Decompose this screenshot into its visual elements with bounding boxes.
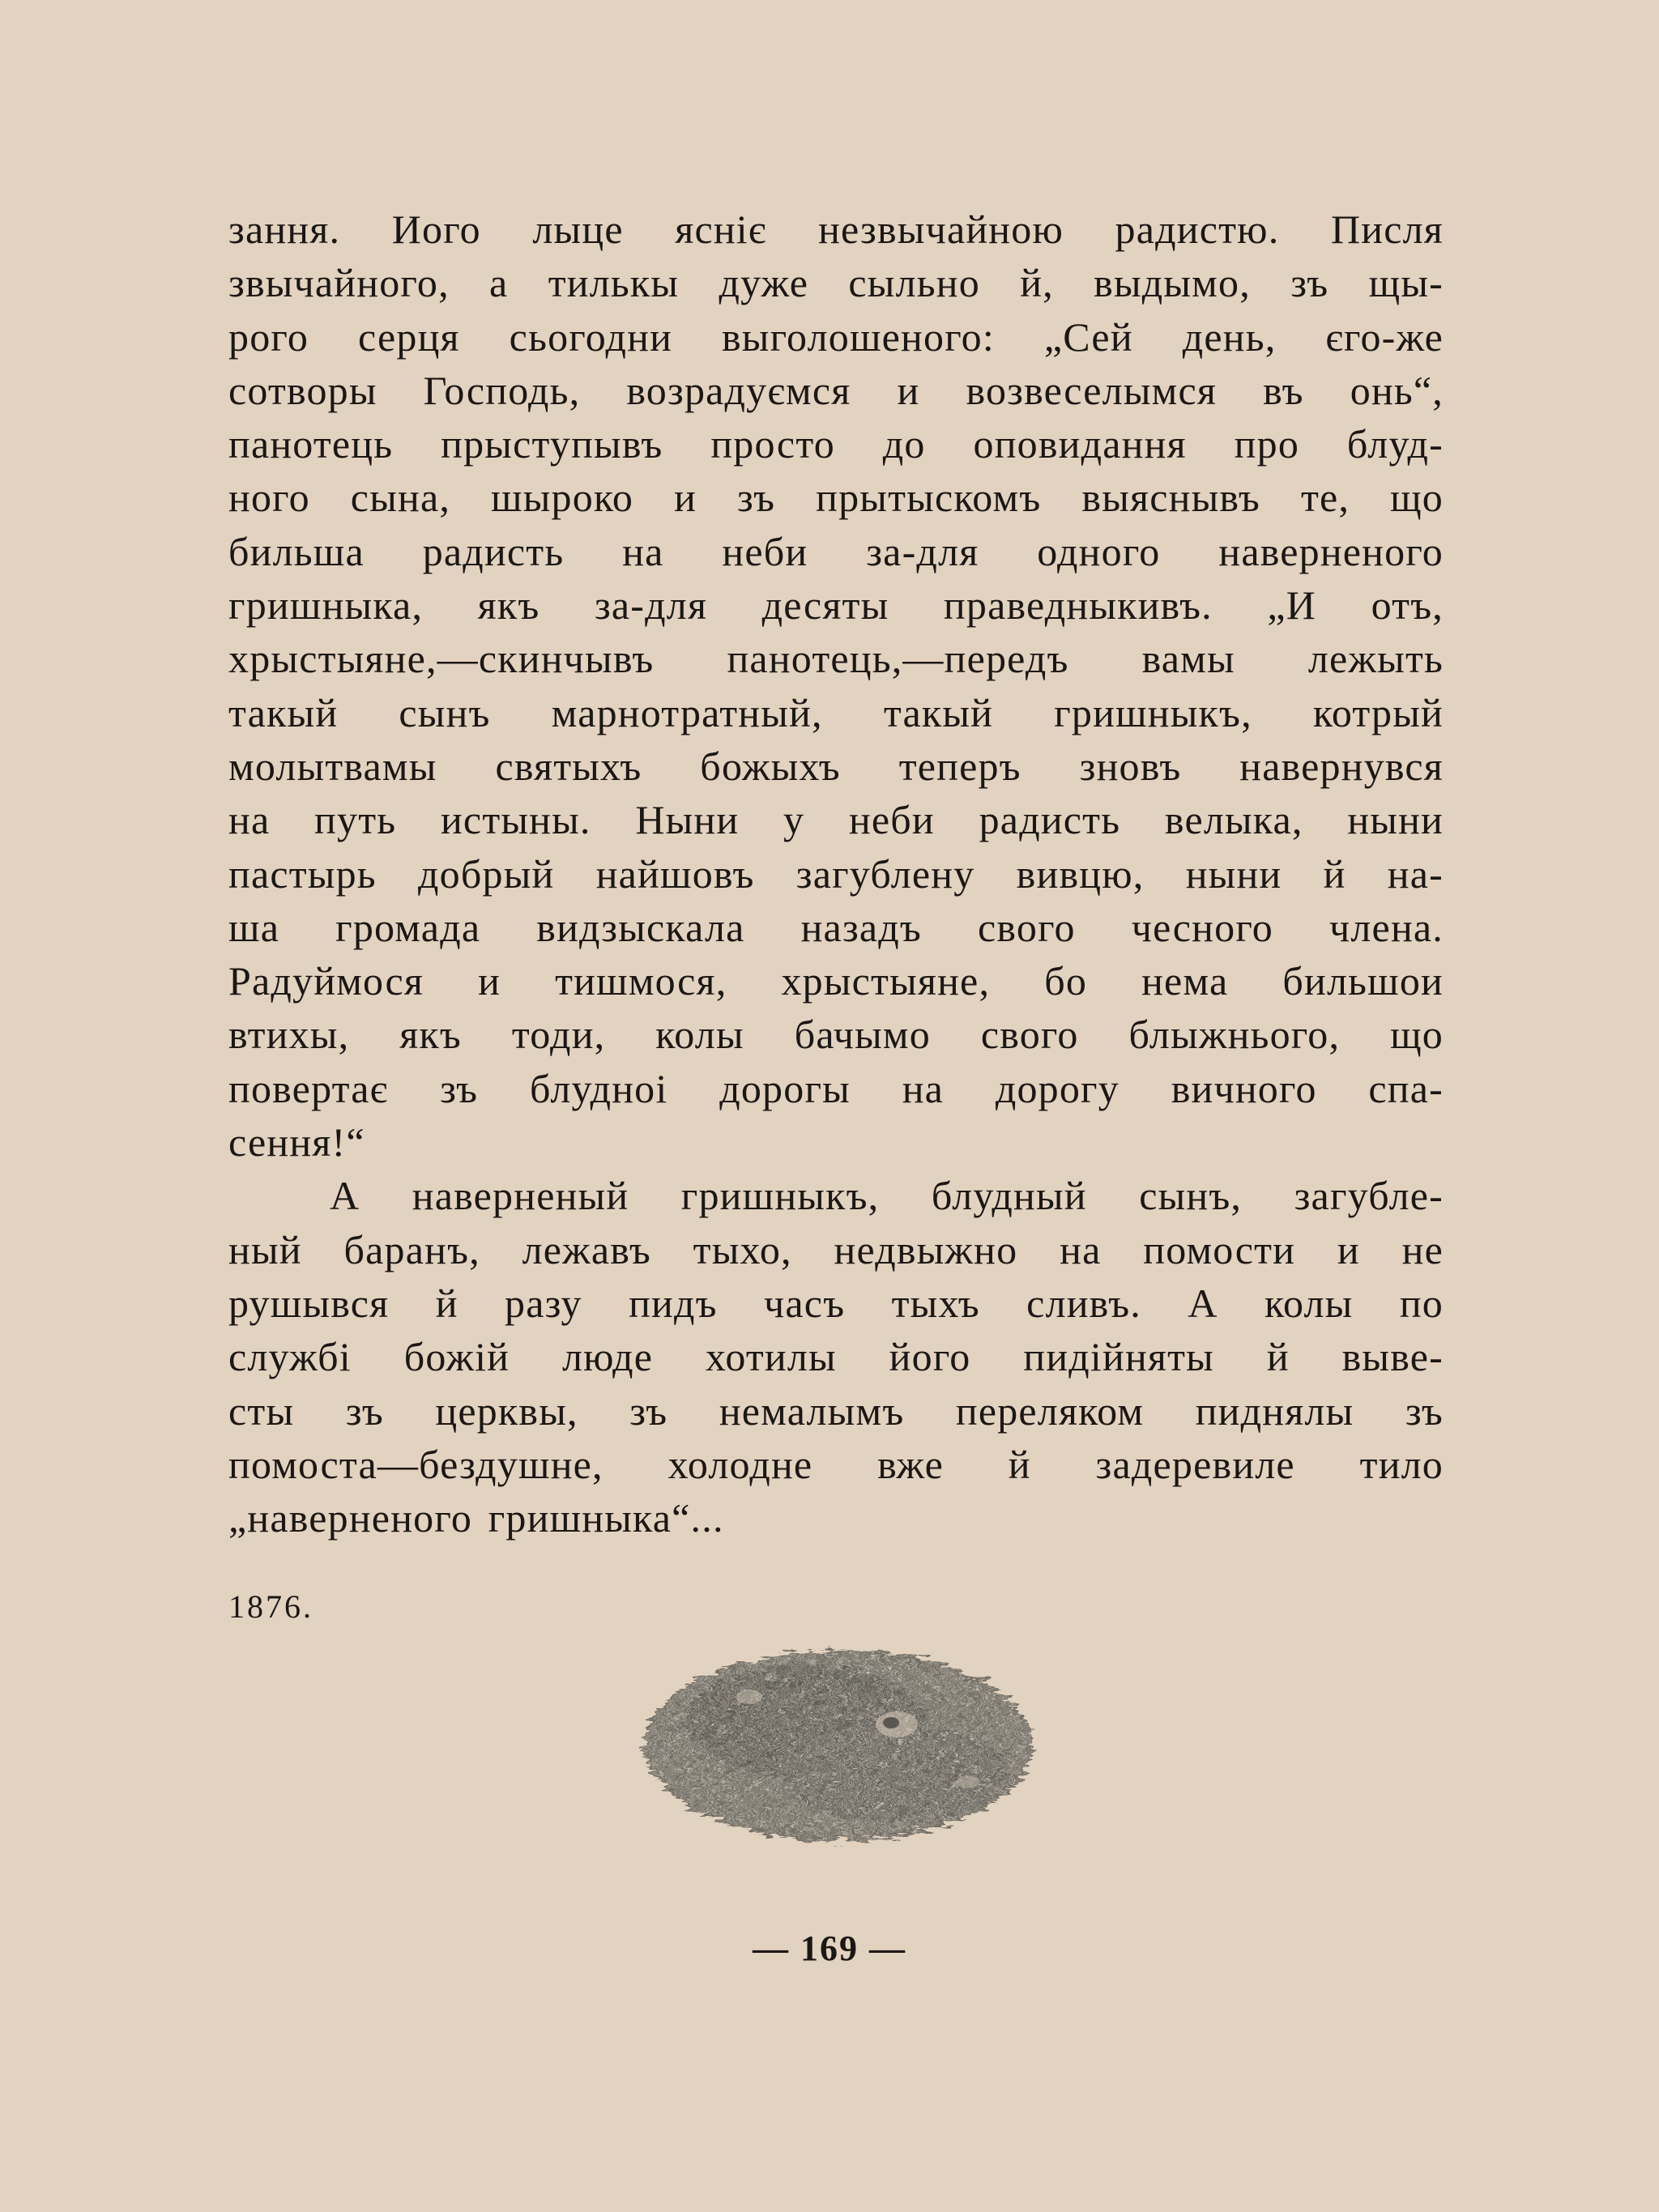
text-line: ный баранъ, лежавъ тыхо, недвыжно на помости и не [228, 1226, 1444, 1272]
text-line: ного сына, шырoко и зъ прытыскомъ выяснывъ те, що [228, 475, 1444, 521]
text-line: зання. Иого лыце ясніє незвычайною радистю. Писля [228, 207, 1444, 252]
text-line: на путь истыны. Ныни у неби радисть велыка, ныни [228, 797, 1444, 843]
text-line: бильша радисть на неби за-для одного наверненого [228, 528, 1444, 574]
text-line: втихы, якъ тоди, колы бачымо свого блыжнього, що [228, 1012, 1444, 1058]
text-line: хрыстыяне,—скинчывъ панотець,—передъ вамы лежыть [228, 636, 1444, 682]
paragraph-first-line: А наверненый гришныкъ, блудный сынъ, загубле- [330, 1173, 1444, 1219]
text-line: повертає зъ блудноі дорогы на дорогу вичного спа- [228, 1065, 1444, 1111]
text-line: помоста—бездушне, холодне вже й задеревиле тило [228, 1441, 1444, 1487]
text-line: сотворы Господь, возрадуємся и возвеселымся въ онь“, [228, 367, 1444, 413]
text-line: рушывся й разу пидъ часъ тыхъ сливъ. А колы по [228, 1280, 1444, 1326]
text-line: службі божій люде хотилы його пидійняты й выве- [228, 1334, 1444, 1380]
ink-blot-ornament-icon [636, 1632, 1045, 1859]
body-text [228, 202, 1444, 1545]
text-line: молытвамы святыхъ божыхъ теперъ зновъ навернувся [228, 743, 1444, 789]
date-line: 1876. [228, 1588, 313, 1625]
text-line: рого серця сьогодни выголошеного: „Сей день, єго-же [228, 313, 1444, 360]
page-number: — 169 — [753, 1929, 906, 1968]
text-line: гришныка, якъ за-для десяты праведныкивъ. „И отъ, [228, 582, 1444, 629]
text-line: панотець прыступывъ просто до оповидання про блуд- [228, 421, 1444, 467]
text-line: сення!“ [228, 1119, 365, 1166]
text-line: звычайного, а тилькы дуже сыльно й, выдымо, зъ щы- [228, 260, 1444, 306]
text-line: Радуймося и тишмося, хрыстыяне, бо нема бильшои [228, 958, 1444, 1004]
text-line: такый сынъ марнотратный, такый гришныкъ, котрый [228, 689, 1444, 735]
text-line: ша громада видзыскала назадъ свого чесного члена. [228, 904, 1444, 950]
text-line: пастырь добрый найшовъ загублену вивцю, ныни й на- [228, 850, 1444, 897]
text-line: сты зъ церквы, зъ немалымъ переляком пиднялы зъ [228, 1387, 1444, 1434]
text-line: „наверненого гришныка“... [228, 1495, 724, 1541]
